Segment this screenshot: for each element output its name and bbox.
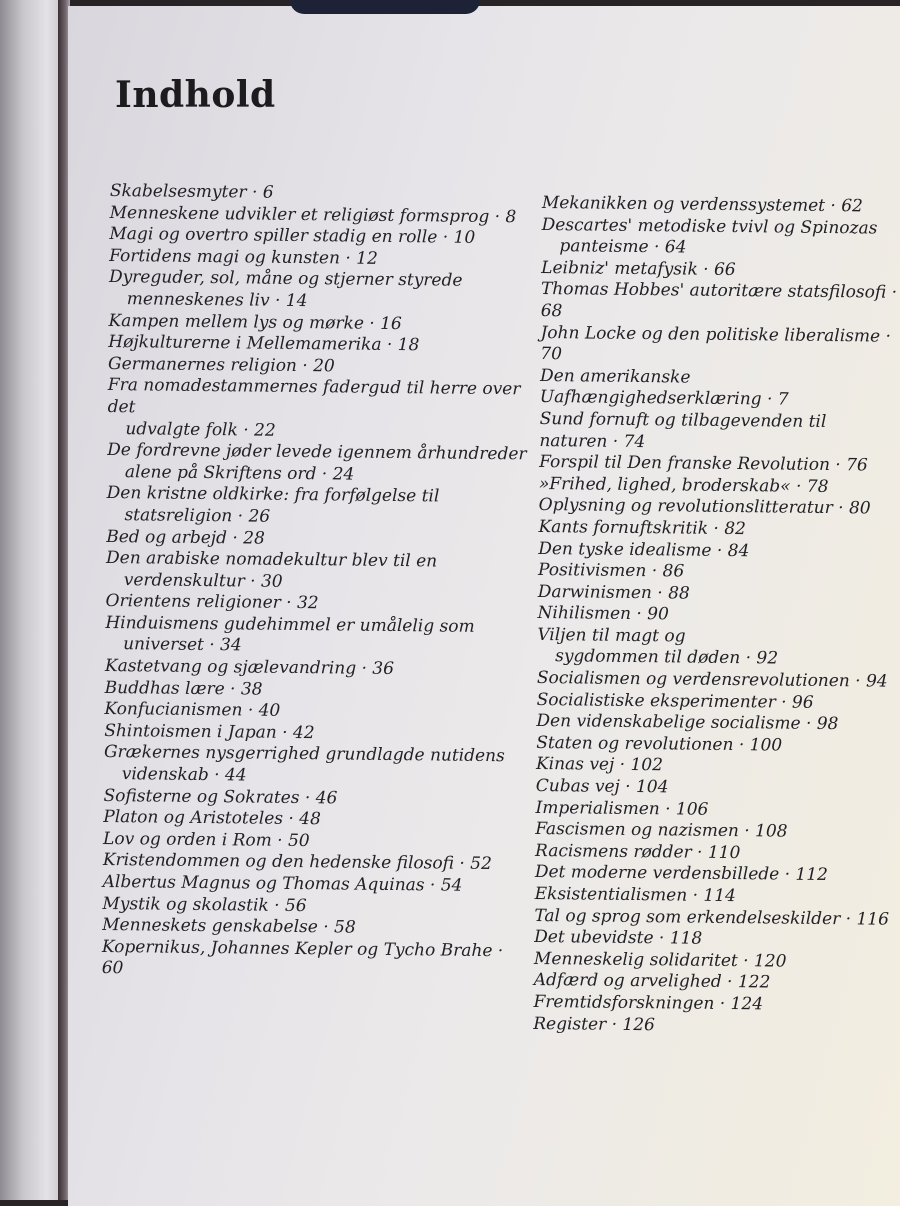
toc-entry-continuation: udvalgte folk · 22	[125, 418, 276, 441]
toc-entry	[533, 992, 893, 1017]
toc-entry-text: Menneskelig solidaritet · 120	[533, 948, 787, 972]
toc-entry-text: Den videnskabelige socialisme · 98	[536, 711, 839, 735]
toc-entry-text: Register · 126	[533, 1013, 655, 1035]
toc-entry-continuation: universet · 34	[123, 634, 242, 656]
toc-entry-text: Fremtidsforskningen · 124	[533, 991, 764, 1015]
toc-entry	[539, 409, 899, 456]
toc-entry-text: Grækernes nysgerrighed grundlagde nutidens	[103, 742, 505, 767]
toc-entry-text: Kastetvang og sjælevandring · 36	[104, 656, 395, 680]
toc-entry	[109, 267, 529, 315]
left-page-edge	[0, 0, 58, 1200]
toc-entry-text: Den amerikanske Uafhængighedserklæring · 7	[539, 365, 789, 410]
toc-entry-text: Thomas Hobbes' autoritære statsfilosofi · 68	[540, 279, 898, 322]
toc-entry-text: Kampen mellem lys og mørke · 16	[108, 310, 402, 334]
toc-entry-text: Shintoismen i Japan · 42	[104, 720, 315, 744]
toc-entry-text: Cubas vej · 104	[535, 775, 669, 798]
toc-entry-text: Hinduismens gudehimmel er umålelig som	[105, 612, 475, 637]
page-title: Indhold	[115, 74, 276, 117]
toc-entry	[538, 517, 898, 542]
toc-entry-text: Albertus Magnus og Thomas Aquinas · 54	[102, 871, 463, 896]
toc-entry-text: Det ubevidste · 118	[534, 927, 703, 949]
toc-entry-text: Sund fornuft og tilbagevenden til naturen · 74	[539, 408, 827, 452]
toc-entry-text: John Locke og den politiske liberalisme · 70	[540, 322, 892, 365]
toc-entry-text: Descartes' metodiske tvivl og Spinozas	[541, 214, 878, 239]
toc-entry-text: Kristendommen og den hedenske filosofi · 52	[102, 850, 492, 875]
toc-entry-continuation: sygdommen til døden · 92	[555, 646, 779, 669]
toc-entry	[102, 937, 522, 985]
toc-entry-text: Kinas vej · 102	[535, 754, 664, 776]
toc-entry-text: Viljen til magt og	[537, 624, 686, 647]
toc-entry-text: Sofisterne og Sokrates · 46	[103, 785, 338, 809]
toc-entry	[106, 483, 526, 531]
toc-entry-text: Menneskets genskabelse · 58	[102, 915, 356, 938]
toc-entry	[106, 548, 526, 596]
toc-entry-text: Imperialismen · 106	[535, 797, 709, 820]
toc-entry-text: Oplysning og revolutionslitteratur · 80	[538, 495, 871, 519]
contents-column-left	[102, 181, 530, 984]
toc-entry	[540, 323, 900, 370]
toc-entry	[104, 742, 524, 790]
toc-entry-text: Skabelsesmyter · 6	[109, 181, 274, 203]
toc-entry-text: Platon og Aristoteles · 48	[103, 807, 321, 830]
toc-entry-text: Germanernes religion · 20	[107, 353, 335, 377]
toc-entry-text: Bed og arbejd · 28	[106, 526, 265, 549]
toc-entry-text: Kants fornuftskritik · 82	[538, 516, 747, 540]
toc-entry	[105, 613, 525, 661]
toc-entry-text: Lov og orden i Rom · 50	[103, 828, 310, 851]
toc-entry-text: Positivismen · 86	[537, 560, 685, 582]
toc-entry-text: Staten og revolutionen · 100	[536, 732, 783, 756]
toc-entry-text: De fordrevne jøder levede igennem århundreder	[107, 440, 527, 465]
toc-entry-text: Orientens religioner · 32	[105, 591, 319, 614]
toc-entry-text: Tal og sprog som erkendelseskilder · 116	[534, 905, 890, 930]
toc-entry-text: Den arabiske nomadekultur blev til en	[105, 548, 438, 572]
toc-entry-text: Det moderne verdensbillede · 112	[534, 862, 829, 886]
toc-entry-text: Fra nomadestammernes fadergud til herre over det	[107, 375, 521, 418]
toc-entry-text: Konfucianismen · 40	[104, 699, 281, 722]
toc-entry-text: Eksistentialismen · 114	[534, 883, 736, 907]
toc-entry	[540, 366, 900, 413]
toc-entry-continuation: statsreligion · 26	[124, 505, 271, 527]
toc-entry-text: Menneskene udvikler et religiøst formsprog · 8	[109, 202, 517, 227]
toc-entry-continuation: videnskab · 44	[121, 764, 247, 786]
toc-entry-text: Højkulturerne i Mellemamerika · 18	[108, 332, 420, 356]
toc-entry	[541, 279, 900, 326]
toc-entry-text: Socialistiske eksperimenter · 96	[536, 689, 814, 713]
toc-entry-text: Forspil til Den franske Revolution · 76	[539, 452, 868, 476]
toc-entry-text: »Frihed, lighed, broderskab« · 78	[538, 473, 829, 497]
toc-entry-continuation: panteisme · 64	[559, 236, 687, 258]
toc-entry-text: Leibniz' metafysik · 66	[541, 257, 736, 280]
toc-entry	[537, 625, 897, 672]
toc-entry-text: Darwinismen · 88	[537, 581, 690, 604]
toc-entry	[107, 440, 527, 488]
toc-entry-text: Mystik og skolastik · 56	[102, 893, 307, 916]
toc-entry-text: Fascismen og nazismen · 108	[535, 819, 788, 842]
toc-entry-text: Dyreguder, sol, måne og stjerner styrede	[108, 267, 463, 292]
contents-column-right	[533, 193, 900, 1039]
toc-entry-continuation: verdenskultur · 30	[123, 569, 283, 592]
toc-entry-continuation: menneskenes liv · 14	[126, 289, 308, 312]
toc-entry-continuation: alene på Skriftens ord · 24	[124, 461, 355, 485]
toc-entry-text: Kopernikus, Johannes Kepler og Tycho Brahe · 60	[101, 936, 504, 979]
toc-entry-text: Adfærd og arvelighed · 122	[533, 970, 771, 993]
toc-entry	[541, 215, 900, 262]
background-object	[290, 0, 480, 14]
toc-entry-text: Buddhas lære · 38	[104, 677, 263, 700]
toc-entry-text: Den kristne oldkirke: fra forfølgelse til	[106, 483, 440, 507]
toc-entry-text: Magi og overtro spiller stadig en rolle · 10	[109, 224, 476, 249]
toc-entry-text: Socialismen og verdensrevolutionen · 94	[536, 668, 888, 692]
toc-entry-text: Den tyske idealisme · 84	[538, 538, 750, 561]
toc-entry-text: Nihilismen · 90	[537, 603, 669, 625]
toc-entry-text: Racismens rødder · 110	[535, 840, 741, 863]
toc-entry	[107, 375, 528, 444]
toc-entry-text: Mekanikken og verdenssystemet · 62	[541, 193, 864, 217]
toc-entry-text: Fortidens magi og kunsten · 12	[109, 245, 378, 269]
toc-entry	[533, 1014, 893, 1039]
